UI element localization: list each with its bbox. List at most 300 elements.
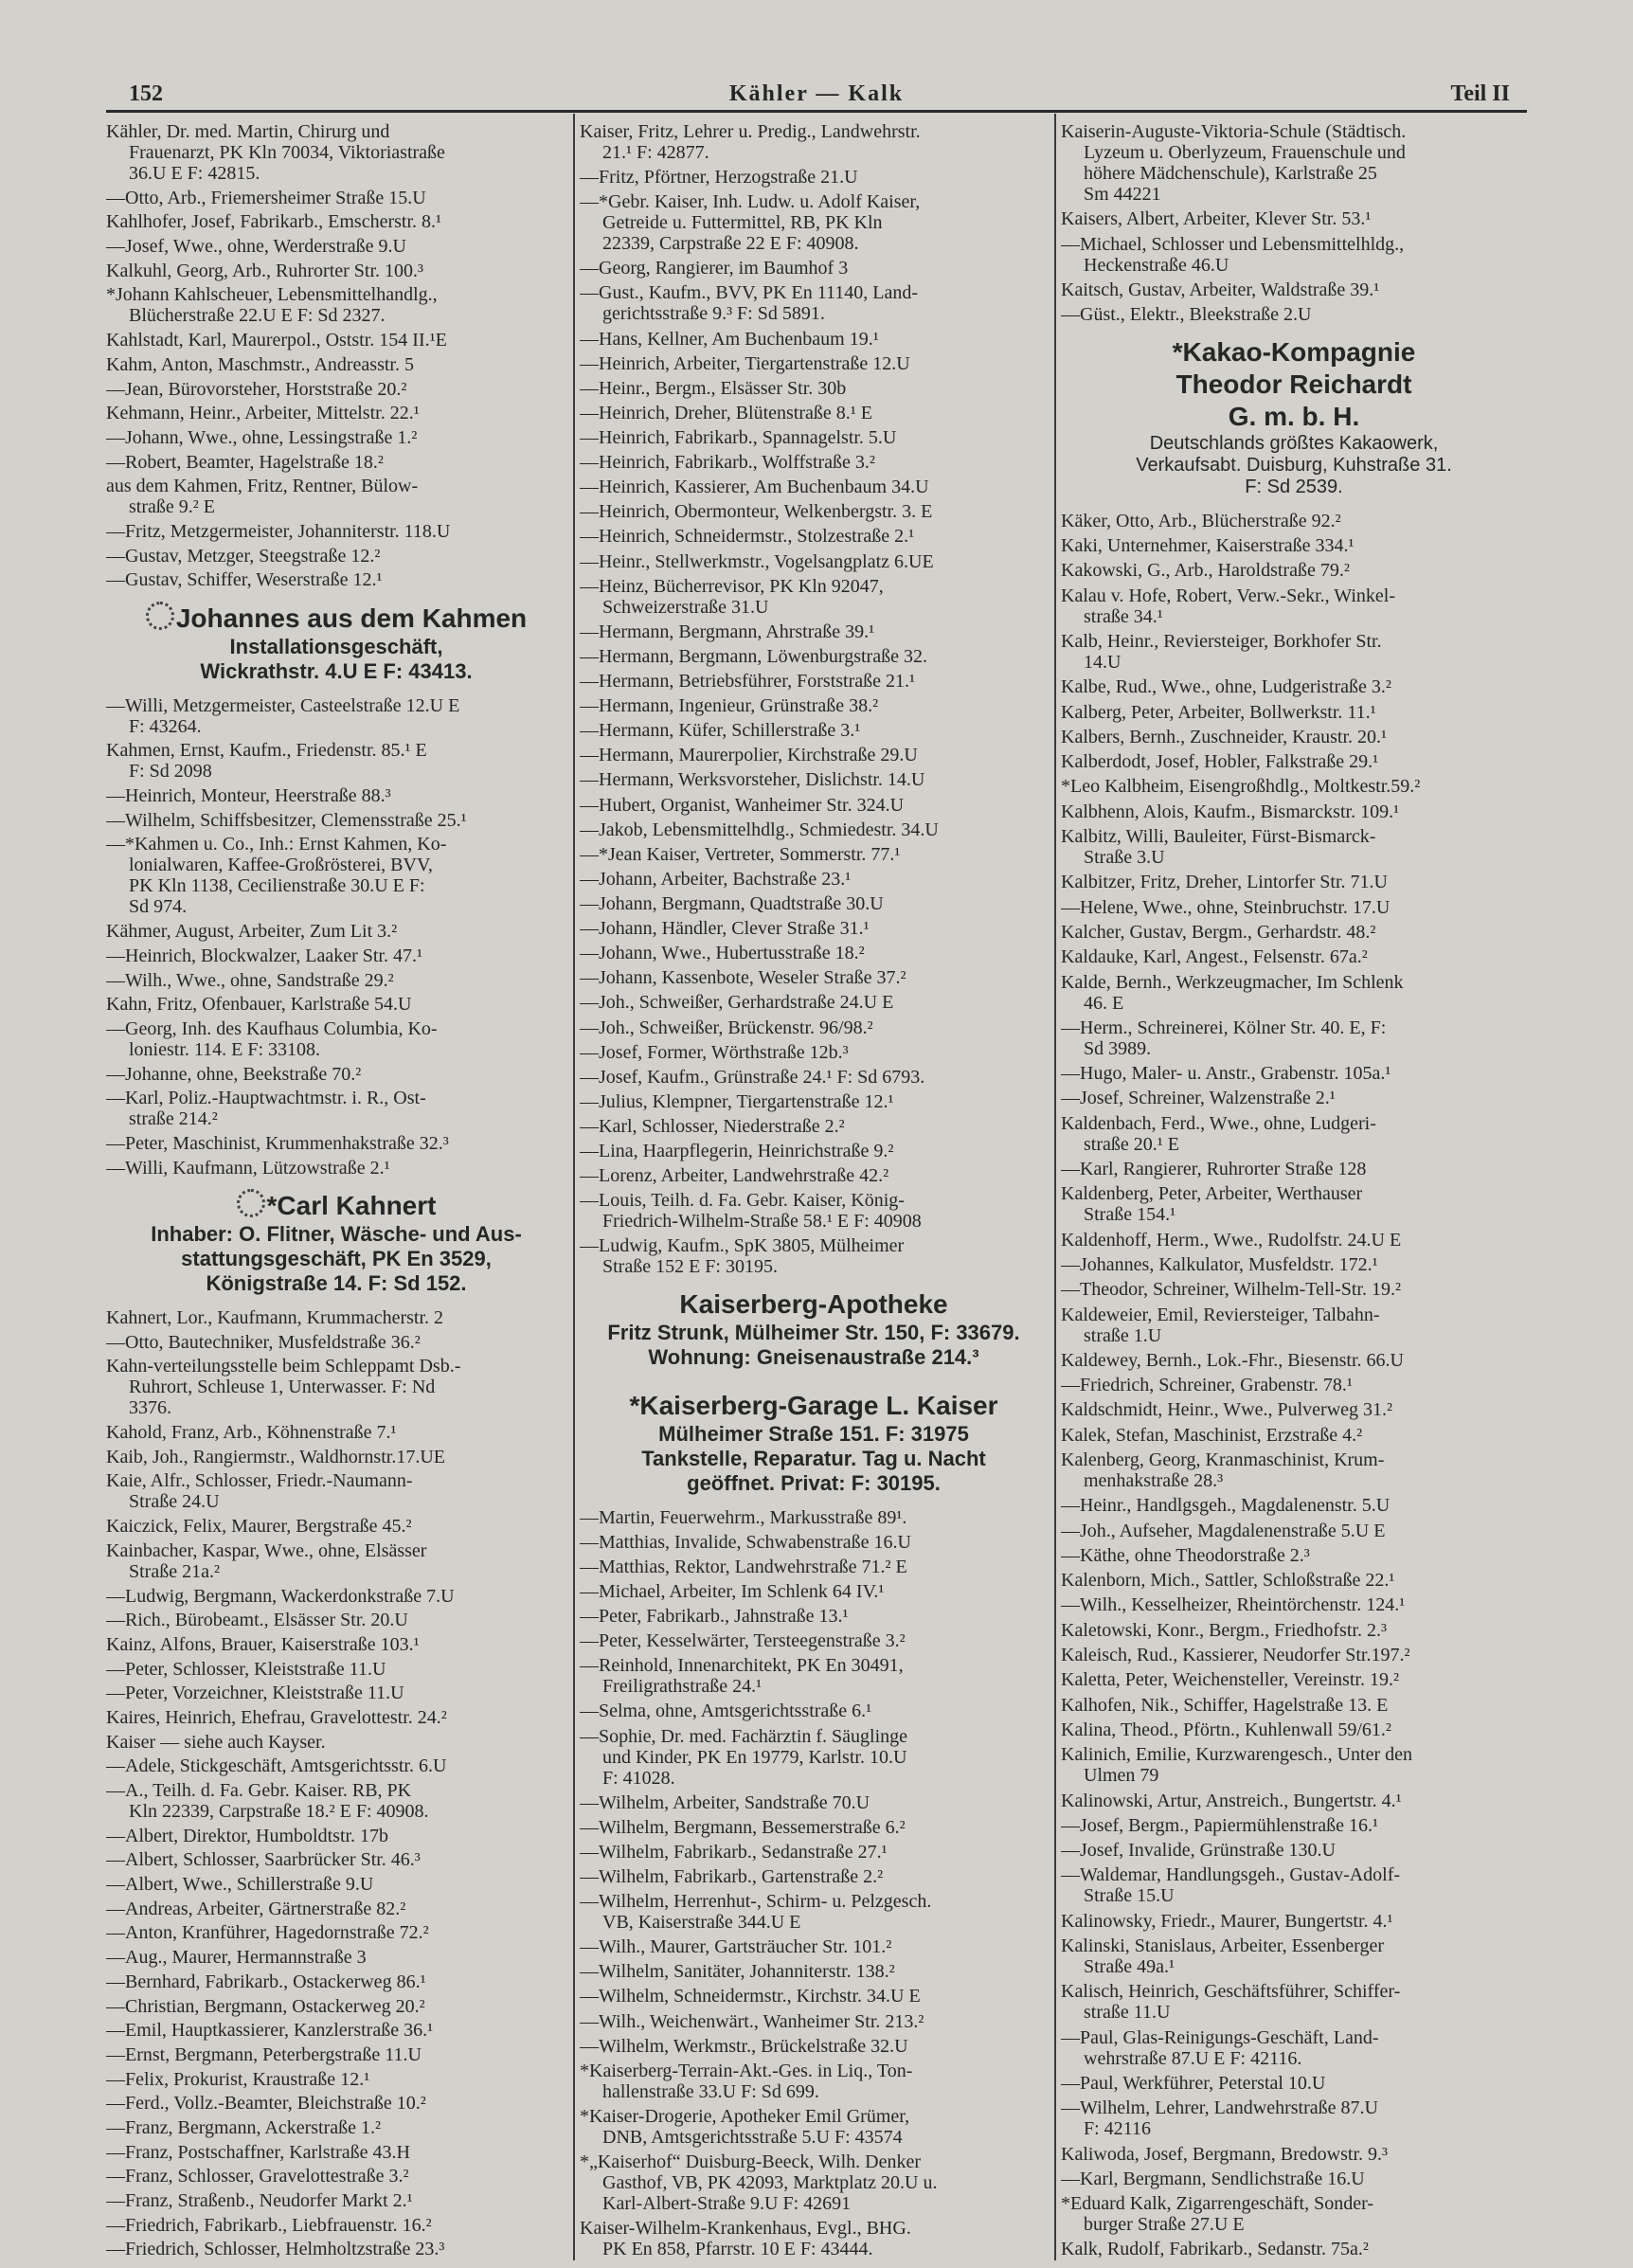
directory-entry [1061,511,1527,531]
entry-line: Kahn-verteilungsstelle beim Schleppamt Dsb.- [106,1356,461,1377]
directory-entry [580,2151,1048,2214]
entry-line: —Helene, Wwe., ohne, Steinbruchstr. 17.U [1061,896,1391,918]
directory-entry [580,2218,1048,2259]
directory-entry [580,893,1048,914]
directory-entry [106,1422,566,1443]
entry-continuation: straße 214.² [129,1108,218,1130]
entry-line: —Josef, Bergm., Papiermühlenstraße 16.¹ [1061,1814,1379,1836]
entry-line: —Paul, Werkführer, Peterstal 10.U [1061,2072,1326,2094]
entry-line: —Josef, Former, Wörthstraße 12b.³ [580,1041,849,1063]
entry-line: Kalinowski, Artur, Anstreich., Bungertstr. 4.¹ [1061,1790,1402,1811]
directory-entry [106,921,566,942]
entry-line: —Rich., Bürobeamt., Elsässer Str. 20.U [106,1610,408,1631]
directory-entry [1061,1935,1527,1977]
entry-line: Kaldenbach, Ferd., Wwe., ohne, Ludgeri- [1061,1112,1376,1134]
entry-continuation: Straße 24.U [129,1491,220,1513]
entry-line: —Andreas, Arbeiter, Gärtnerstraße 82.² [106,1898,406,1919]
directory-entry [106,2044,566,2065]
ad-headline [1061,336,1527,369]
entry-line: —Peter, Vorzeichner, Kleiststraße 11.U [106,1683,404,1704]
directory-entry [106,1659,566,1680]
directory-entry [580,526,1048,547]
directory-entry [580,621,1048,642]
entry-line: —Matthias, Rektor, Landwehrstraße 71.² E [580,1556,907,1577]
directory-entry [106,2142,566,2163]
directory-entry [106,403,566,423]
directory-entry [580,191,1048,254]
directory-entry [1061,1840,1527,1861]
directory-entry [580,1655,1048,1697]
entry-line: Kaldenberg, Peter, Arbeiter, Werthauser [1061,1183,1363,1205]
entry-line: Kaitsch, Gustav, Arbeiter, Waldstraße 39.¹ [1061,279,1380,300]
entry-line: *Kaiserberg-Terrain-Akt.-Ges. in Liq., Ton- [580,2060,913,2081]
directory-entry [1061,1425,1527,1446]
ad-text [1061,401,1527,433]
entry-line: Kaiczick, Felix, Maurer, Bergstraße 45.² [106,1516,412,1538]
entry-line: —Heinr., Bergm., Elsässer Str. 30b [580,377,847,399]
entry-line: Kalbers, Bernh., Zuschneider, Kraustr. 20.¹ [1061,726,1387,747]
entry-line: —Hermann, Ingenieur, Grünstraße 38.² [580,695,879,717]
entry-line: —Peter, Kesselwärter, Tersteegenstraße 3.² [580,1630,906,1652]
entry-line: —Ludwig, Kaufm., SpK 3805, Mülheimer [580,1235,905,1257]
directory-entry [106,546,566,567]
directory-entry [580,329,1048,350]
directory-entry [580,258,1048,279]
directory-entry [1061,1017,1527,1059]
directory-entry [106,1899,566,1919]
entry-line: —Georg, Inh. des Kaufhaus Columbia, Ko- [106,1017,438,1039]
entry-line: —Hermann, Maurerpolier, Kirchstraße 29.U [580,745,918,766]
ad-line: stattungsgeschäft, PK En 3529, [181,1247,492,1271]
entry-line: Kahm, Anton, Maschmstr., Andreasstr. 5 [106,353,414,375]
directory-entry [1061,1545,1527,1566]
entry-line: Kalbhenn, Alois, Kaufm., Bismarckstr. 109.¹ [1061,801,1400,822]
directory-entry [1061,585,1527,627]
directory-entry [580,353,1048,374]
directory-entry [580,967,1048,988]
directory-entry [580,2106,1048,2148]
directory-entry [106,785,566,806]
directory-entry [580,671,1048,692]
entry-line: —Martin, Feuerwehrm., Markusstraße 89¹. [580,1506,907,1528]
entry-line: —Gust., Kaufm., BVV, PK En 11140, Land- [580,282,919,304]
entry-line: —Emil, Hauptkassierer, Kanzlerstraße 36.¹ [106,2020,434,2042]
directory-entry [1061,304,1527,325]
entry-line: —Johann, Wwe., Hubertusstraße 18.² [580,943,865,964]
directory-entry [580,1532,1048,1553]
directory-entry [106,2020,566,2041]
ad-text [1061,455,1527,477]
entry-continuation: Kln 22339, Carpstraße 18.² E F: 40908. [129,1801,429,1822]
ad-line: Königstraße 14. F: Sd 152. [206,1271,467,1296]
directory-entry [106,1732,566,1753]
directory-entry [580,121,1048,163]
directory-entry [106,1470,566,1512]
entry-line: —Hans, Kellner, Am Buchenbaum 19.¹ [580,328,879,350]
ad-text [580,1422,1048,1447]
directory-entry [106,1356,566,1418]
directory-entry [580,1986,1048,2007]
directory-entry [106,379,566,400]
ad-text [580,1345,1048,1370]
directory-entry [106,476,566,517]
directory-entry [106,1307,566,1328]
entry-line: —Fritz, Metzgermeister, Johanniterstr. 118.U [106,520,451,542]
directory-entry [580,403,1048,423]
entry-continuation: Ruhrort, Schleuse 1, Unterwasser. F: Nd [129,1377,436,1398]
entry-continuation: Blücherstraße 22.U E F: Sd 2327. [129,305,386,327]
entry-line: Kalinowsky, Friedr., Maurer, Bungertstr. 4.¹ [1061,1910,1393,1932]
entry-line: Kaiser — siehe auch Kayser. [106,1731,326,1753]
directory-entry [1061,1864,1527,1906]
entry-line: Kehmann, Heinr., Arbeiter, Mittelstr. 22.¹ [106,403,420,424]
directory-entry [106,1133,566,1154]
entry-line: —Wilhelm, Schneidermstr., Kirchstr. 34.U E [580,1986,921,2007]
running-title: Kähler — Kalk [728,81,905,106]
entry-line: Kaldewey, Bernh., Lok.-Fhr., Biesenstr. 66.U [1061,1349,1404,1371]
entry-line: —Franz, Schlosser, Gravelottestraße 3.² [106,2166,409,2187]
entry-line: Kalde, Bernh., Werkzeugmacher, Im Schlenk [1061,971,1404,993]
directory-entry [580,795,1048,816]
directory-entry [106,2166,566,2187]
ad-line: Theodor Reichardt [1175,369,1412,400]
entry-continuation: Schweizerstraße 31.U [602,596,769,618]
advertisement [580,1382,1048,1503]
entry-line: Kalenberg, Georg, Kranmaschinist, Krum- [1061,1449,1385,1470]
directory-entry [106,261,566,281]
entry-continuation: Frauenarzt, PK Kln 70034, Viktoriastraße [129,142,445,163]
entry-continuation: Sm 44221 [1084,184,1161,205]
directory-entry [580,844,1048,865]
entry-line: —Joh., Aufseher, Magdalenenstraße 5.U E [1061,1520,1386,1541]
directory-entry [580,1630,1048,1651]
entry-line: —Josef, Schreiner, Walzenstraße 2.¹ [1061,1088,1336,1109]
entry-continuation: DNB, Amtsgerichtsstraße 5.U F: 43574 [602,2126,903,2148]
directory-entry [1061,1254,1527,1275]
directory-entry [580,1042,1048,1063]
directory-entry [1061,2073,1527,2094]
entry-line: Kaldauke, Karl, Angest., Felsenstr. 67a.² [1061,946,1368,968]
entry-continuation: Straße 3.U [1084,847,1165,869]
directory-entry [1061,1669,1527,1690]
entry-line: —Wilhelm, Arbeiter, Sandstraße 70.U [580,1791,870,1813]
entry-line: —Matthias, Invalide, Schwabenstraße 16.U [580,1531,911,1553]
directory-entry [580,1817,1048,1838]
entry-continuation: Ulmen 79 [1084,1765,1159,1787]
entry-line: —Josef, Wwe., ohne, Werderstraße 9.U [106,236,407,258]
entry-line: —Aug., Maurer, Hermannstraße 3 [106,1947,367,1969]
directory-entry [106,1707,566,1728]
entry-line: —Wilh., Wwe., ohne, Sandstraße 29.² [106,969,394,991]
entry-line: Kalbe, Rud., Wwe., ohne, Ludgeristraße 3.² [1061,676,1391,698]
entry-line: —Heinrich, Kassierer, Am Buchenbaum 34.U [580,477,929,498]
entry-line: —Bernhard, Fabrikarb., Ostackerweg 86.¹ [106,1971,426,1992]
entry-continuation: 22339, Carpstraße 22 E F: 40908. [602,233,859,255]
entry-line: Kalkuhl, Georg, Arb., Ruhrorter Str. 100.³ [106,260,424,281]
directory-entry [106,1158,566,1179]
entry-line: —Karl, Rangierer, Ruhrorter Straße 128 [1061,1159,1367,1180]
entry-line: —Friedrich, Schreiner, Grabenstr. 78.¹ [1061,1375,1353,1396]
directory-entry [580,1557,1048,1577]
directory-entry [106,1610,566,1630]
ad-headline [580,1390,1048,1422]
entry-line: —Heinrich, Obermonteur, Welkenbergstr. 3. E [580,501,933,523]
entry-line: —Käthe, ohne Theodorstraße 2.³ [1061,1544,1310,1566]
directory-entry [1061,1088,1527,1108]
entry-continuation: straße 1.U [1084,1324,1162,1346]
directory-entry [580,1936,1048,1957]
entry-line: —Fritz, Pförtner, Herzogstraße 21.U [580,167,858,189]
entry-line: —Ludwig, Bergmann, Wackerdonkstraße 7.U [106,1585,455,1607]
entry-line: —Johann, Wwe., ohne, Lessingstraße 1.² [106,426,418,448]
entry-line: —Heinrich, Fabrikarb., Wolffstraße 3.² [580,452,875,474]
entry-line: —Wilhelm, Herrenhut-, Schirm- u. Pelzgesch. [580,1891,932,1913]
entry-line: —Wilhelm, Bergmann, Bessemerstraße 6.² [580,1816,906,1838]
directory-entry [580,1726,1048,1789]
directory-entry [1061,972,1527,1014]
entry-continuation: burger Straße 27.U E [1084,2214,1245,2236]
directory-entry [580,1701,1048,1721]
ad-line: Tankstelle, Reparatur. Tag u. Nacht [641,1446,986,1470]
directory-entry [1061,1113,1527,1155]
advertisement [580,1281,1048,1377]
entry-line: —Lorenz, Arbeiter, Landwehrstraße 42.² [580,1165,889,1187]
ad-text [1061,369,1527,401]
entry-line: Kalenborn, Mich., Sattler, Schloßstraße 22.¹ [1061,1570,1395,1592]
directory-entry [1061,121,1527,205]
entry-line: Kaires, Heinrich, Ehefrau, Gravelottestr. 24.² [106,1706,447,1728]
entry-line: Kaleisch, Rud., Kassierer, Neudorfer Str.197.² [1061,1645,1410,1666]
entry-line: —*Jean Kaiser, Vertreter, Sommerstr. 77.¹ [580,843,901,865]
directory-entry [580,1235,1048,1277]
entry-continuation: 36.U E F: 42815. [129,163,260,184]
entry-line: Kalberg, Peter, Arbeiter, Bollwerkstr. 11.¹ [1061,701,1376,723]
ad-text [1061,477,1527,498]
directory-entry [106,1540,566,1582]
directory-entry [106,188,566,208]
entry-line: —Wilhelm, Schiffsbesitzer, Clemensstraße 25.¹ [106,809,467,831]
entry-continuation: 14.U [1084,651,1122,673]
directory-entry [1061,1449,1527,1491]
entry-line: Kaie, Alfr., Schlosser, Friedr.-Naumann- [106,1470,413,1492]
directory-entry [580,769,1048,790]
entry-line: Kaiser, Fritz, Lehrer u. Predig., Landwehrstr. [580,121,921,142]
ad-text [580,1471,1048,1496]
entry-line: Kalina, Theod., Pförtn., Kuhlenwall 59/61.² [1061,1719,1391,1740]
entry-line: —Heinz, Bücherrevisor, PK Kln 92047, [580,575,884,597]
directory-entry [106,945,566,966]
directory-entry [106,330,566,351]
ad-line: geöffnet. Privat: F: 30195. [687,1470,941,1495]
page-number: 152 [129,81,163,106]
directory-entry [1061,776,1527,797]
directory-entry [1061,702,1527,723]
entry-continuation: Lyzeum u. Oberlyzeum, Frauenschule und [1084,142,1406,163]
entry-line: —Heinrich, Monteur, Heerstraße 88.³ [106,785,391,807]
directory-entry [580,501,1048,522]
entry-continuation: 46. E [1084,992,1124,1014]
directory-entry [106,1780,566,1822]
entry-line: *Johann Kahlscheuer, Lebensmittelhandlg., [106,284,438,306]
entry-line: Kainz, Alfons, Brauer, Kaiserstraße 103.¹ [106,1633,420,1655]
entry-line: Kahn, Fritz, Ofenbauer, Karlstraße 54.U [106,994,412,1016]
directory-entry [1061,1305,1527,1346]
directory-entry [106,1922,566,1943]
directory-entry [580,1581,1048,1602]
entry-continuation: VB, Kaiserstraße 344.U E [602,1912,801,1934]
directory-entry [1061,872,1527,892]
entry-line: —Gustav, Metzger, Steegstraße 12.² [106,545,381,567]
entry-continuation: straße 34.¹ [1084,605,1163,627]
entry-continuation: 21.¹ F: 42877. [602,142,709,163]
ad-line: Installationsgeschäft, [229,635,443,658]
directory-entry [1061,1495,1527,1516]
entry-continuation: menhakstraße 28.³ [1084,1469,1224,1491]
entry-line: Kakowski, G., Arb., Haroldstraße 79.² [1061,560,1350,582]
entry-line: —Wilhelm, Werkmstr., Brückelstraße 32.U [580,2035,908,2057]
entry-line: —Hugo, Maler- u. Anstr., Grabenstr. 105a.¹ [1061,1063,1391,1085]
entry-line: —Willi, Metzgermeister, Casteelstraße 12.U E [106,694,460,716]
directory-entry [1061,560,1527,581]
directory-entry [106,354,566,375]
directory-entry [1061,801,1527,822]
entry-continuation: und Kinder, PK En 19779, Karlstr. 10.U [602,1746,907,1768]
directory-entry [1061,1521,1527,1541]
entry-line: —Julius, Klempner, Tiergartenstraße 12.¹ [580,1090,894,1112]
directory-entry [580,918,1048,939]
ad-line: Mülheimer Straße 151. F: 31975 [658,1421,969,1446]
entry-line: —Hermann, Werksvorsteher, Dislichstr. 14.U [580,769,925,791]
directory-entry [580,2011,1048,2032]
entry-continuation: Straße 152 E F: 30195. [602,1256,778,1278]
directory-entry [580,992,1048,1013]
entry-line: Kähler, Dr. med. Martin, Chirurg und [106,121,390,142]
directory-entry [1061,1183,1527,1225]
directory-entry [1061,1744,1527,1786]
entry-continuation: F: Sd 2098 [129,761,212,783]
entry-line: —Adele, Stickgeschäft, Amtsgerichtsstr. 6.U [106,1755,447,1777]
entry-line: Kaib, Joh., Rangiermstr., Waldhornstr.17.UE [106,1446,445,1467]
entry-line: Kalk, Rudolf, Fabrikarb., Sedanstr. 75a.² [1061,2239,1369,2260]
entry-line: —Willi, Kaufmann, Lützowstraße 2.¹ [106,1157,390,1179]
entry-line: Kahold, Franz, Arb., Köhnenstraße 7.¹ [106,1422,397,1444]
ad-headline [580,1288,1048,1321]
ad-text [580,1447,1048,1471]
entry-line: —Otto, Arb., Friemersheimer Straße 15.U [106,187,426,208]
column-divider [573,114,575,2260]
directory-entry [1061,279,1527,300]
directory-entry [106,1826,566,1846]
entry-line: —Wilhelm, Lehrer, Landwehrstraße 87.U [1061,2097,1378,2119]
directory-entry [1061,1911,1527,1932]
entry-line: Kalek, Stefan, Maschinist, Erzstraße 4.² [1061,1424,1363,1446]
column-3 [1061,121,1527,2260]
directory-entry [580,551,1048,572]
entry-line: —Heinrich, Blockwalzer, Laaker Str. 47.¹ [106,945,422,966]
directory-entry [106,1586,566,1607]
entry-line: Kaiser-Wilhelm-Krankenhaus, Evgl., BHG. [580,2218,911,2240]
entry-line: Kähmer, August, Arbeiter, Zum Lit 3.² [106,921,398,943]
entry-line: *Kaiser-Drogerie, Apotheker Emil Grümer, [580,2105,910,2127]
directory-entry [1061,2239,1527,2259]
directory-entry [106,121,566,184]
column-divider [1054,114,1056,2260]
directory-entry [1061,2144,1527,2165]
directory-entry [106,1447,566,1467]
entry-line: Kaiserin-Auguste-Viktoria-Schule (Städtisch. [1061,121,1407,142]
entry-line: —Wilh., Maurer, Gartsträucher Str. 101.² [580,1936,892,1958]
directory-entry [106,810,566,831]
entry-continuation: Sd 3989. [1084,1037,1152,1059]
entry-line: —*Kahmen u. Co., Inh.: Ernst Kahmen, Ko- [106,834,447,855]
ad-line: *Carl Kahnert [266,1191,437,1221]
directory-entry [106,1064,566,1085]
directory-entry [580,378,1048,399]
entry-continuation: Straße 154.¹ [1084,1204,1176,1226]
ad-text [106,1247,566,1271]
directory-entry [106,521,566,542]
entry-line: —Michael, Arbeiter, Im Schlenk 64 IV.¹ [580,1581,885,1603]
directory-entry [106,1516,566,1537]
entry-line: —Christian, Bergmann, Ostackerweg 20.² [106,1995,425,2017]
entry-line: —Johann, Arbeiter, Bachstraße 23.¹ [580,868,852,890]
entry-line: aus dem Kahmen, Fritz, Rentner, Bülow- [106,476,419,497]
entry-line: —Waldemar, Handlungsgeh., Gustav-Adolf- [1061,1864,1401,1886]
ad-line: Wohnung: Gneisenaustraße 214.³ [648,1345,979,1370]
directory-entry [1061,1230,1527,1251]
directory-entry [1061,1695,1527,1716]
directory-entry [1061,1981,1527,2023]
directory-entry [580,1091,1048,1112]
entry-line: —Hermann, Bergmann, Löwenburgstraße 32. [580,645,927,667]
directory-entry [580,1116,1048,1137]
directory-entry [580,1507,1048,1528]
entry-continuation: höhere Mädchenschule), Karlstraße 25 [1084,163,1377,184]
directory-entry [106,2215,566,2236]
directory-entry [580,819,1048,840]
directory-entry [580,1165,1048,1186]
directory-entry [580,646,1048,667]
entry-line: —Gustav, Schiffer, Weserstraße 12.¹ [106,569,383,591]
ad-text [106,1271,566,1296]
directory-entry [1061,535,1527,556]
ad-line: Johannes aus dem Kahmen [175,603,528,633]
wreath-logo-icon [146,602,174,630]
entry-line: —*Gebr. Kaiser, Inh. Ludw. u. Adolf Kaiser, [580,191,921,213]
entry-line: —Wilhelm, Fabrikarb., Gartenstraße 2.² [580,1866,884,1888]
entry-continuation: straße 11.U [1084,2002,1171,2024]
entry-line: *„Kaiserhof“ Duisburg-Beeck, Wilh. Denker [580,2151,922,2172]
directory-entry [580,2061,1048,2102]
entry-line: —Ferd., Vollz.-Beamter, Bleichstraße 10.² [106,2093,426,2115]
entry-line: —Paul, Glas-Reinigungs-Geschäft, Land- [1061,2026,1379,2048]
directory-entry [580,695,1048,716]
entry-line: —Theodor, Schreiner, Wilhelm-Tell-Str. 19.² [1061,1279,1401,1301]
entry-line: —Josef, Invalide, Grünstraße 130.U [1061,1840,1336,1862]
entry-line: Kaletta, Peter, Weichensteller, Vereinstr. 19.² [1061,1669,1399,1691]
directory-entry [1061,1570,1527,1591]
entry-line: —Heinr., Stellwerkmstr., Vogelsangplatz 6.UE [580,550,934,572]
entry-line: —Wilh., Weichenwärt., Wanheimer Str. 213.² [580,2010,924,2032]
entry-line: —Peter, Schlosser, Kleiststraße 11.U [106,1658,386,1680]
entry-line: Kalberdodt, Josef, Hobler, Falkstraße 29.¹ [1061,751,1379,773]
entry-continuation: Straße 15.U [1084,1885,1175,1907]
directory-entry [1061,234,1527,276]
directory-entry [1061,946,1527,967]
directory-entry [106,970,566,991]
entry-line: Kalcher, Gustav, Bergm., Gerhardstr. 48.² [1061,921,1376,943]
directory-entry [106,1971,566,1992]
